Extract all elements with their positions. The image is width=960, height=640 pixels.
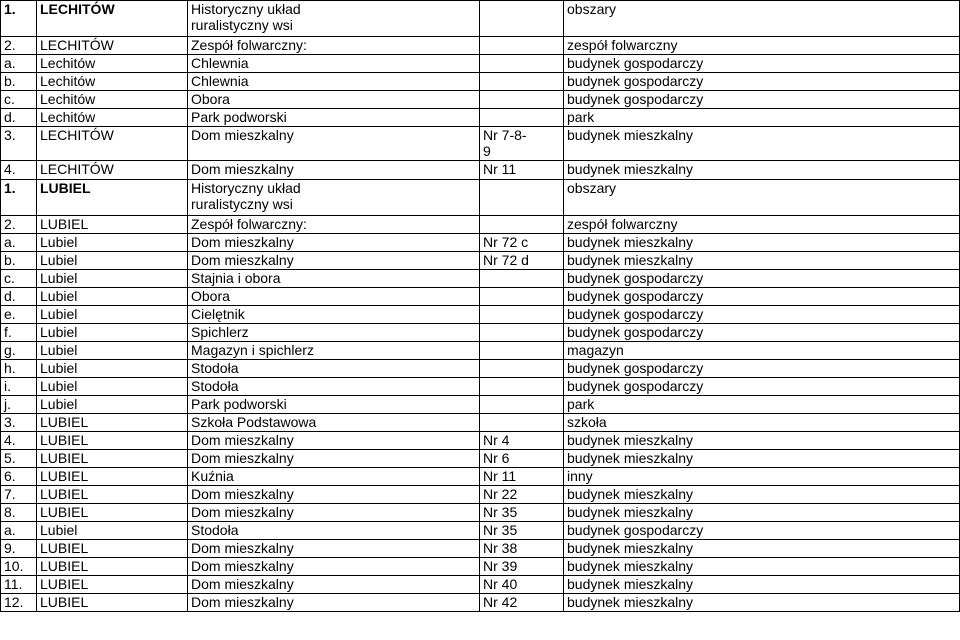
house-number-cell: Nr 39 — [480, 558, 564, 576]
locality-cell: LUBIEL — [37, 414, 188, 432]
object-name-cell: Stodoła — [188, 360, 480, 378]
table-row — [1, 127, 960, 161]
object-name-cell: Dom mieszkalny — [188, 432, 480, 450]
table-row — [1, 270, 960, 288]
row-number-cell: 3. — [1, 127, 37, 161]
house-number-cell — [480, 414, 564, 432]
table-row — [1, 73, 960, 91]
house-number-cell: Nr 11 — [480, 468, 564, 486]
row-number-cell: 8. — [1, 504, 37, 522]
house-number-cell — [480, 270, 564, 288]
house-number-cell — [480, 55, 564, 73]
table-row — [1, 234, 960, 252]
locality-cell: Lubiel — [37, 252, 188, 270]
object-name-cell: Magazyn i spichlerz — [188, 342, 480, 360]
row-number-cell: 5. — [1, 450, 37, 468]
function-cell: budynek gospodarczy — [564, 324, 960, 342]
function-cell: budynek gospodarczy — [564, 360, 960, 378]
object-name-cell: Dom mieszkalny — [188, 486, 480, 504]
house-number-cell: Nr 35 — [480, 504, 564, 522]
house-number-cell — [480, 91, 564, 109]
function-cell: park — [564, 396, 960, 414]
house-number-cell — [480, 180, 564, 216]
locality-cell: LUBIEL — [37, 468, 188, 486]
locality-cell: LUBIEL — [37, 594, 188, 612]
locality-cell: LUBIEL — [37, 558, 188, 576]
object-name-cell: Chlewnia — [188, 73, 480, 91]
function-cell: budynek gospodarczy — [564, 288, 960, 306]
object-name-cell: Chlewnia — [188, 55, 480, 73]
locality-cell: Lubiel — [37, 522, 188, 540]
house-number-cell — [480, 109, 564, 127]
locality-cell: Lubiel — [37, 270, 188, 288]
row-number-cell: a. — [1, 234, 37, 252]
house-number-cell: Nr 6 — [480, 450, 564, 468]
table-row — [1, 414, 960, 432]
locality-cell: Lubiel — [37, 288, 188, 306]
table-row — [1, 378, 960, 396]
object-name-cell: Stodoła — [188, 522, 480, 540]
object-name-cell: Zespół folwarczny: — [188, 216, 480, 234]
house-number-cell — [480, 342, 564, 360]
function-cell: budynek mieszkalny — [564, 450, 960, 468]
object-name-cell: Szkoła Podstawowa — [188, 414, 480, 432]
table-row — [1, 55, 960, 73]
row-number-cell: f. — [1, 324, 37, 342]
object-name-cell: Historyczny układ ruralistyczny wsi — [188, 1, 480, 37]
table-row — [1, 486, 960, 504]
object-name-cell: Dom mieszkalny — [188, 234, 480, 252]
object-name-cell: Dom mieszkalny — [188, 594, 480, 612]
object-name-cell: Park podworski — [188, 396, 480, 414]
row-number-cell: i. — [1, 378, 37, 396]
locality-cell: LECHITÓW — [37, 37, 188, 55]
table-row — [1, 540, 960, 558]
row-number-cell: c. — [1, 270, 37, 288]
function-cell: budynek mieszkalny — [564, 504, 960, 522]
function-cell: budynek mieszkalny — [564, 432, 960, 450]
table-row — [1, 522, 960, 540]
object-name-cell: Park podworski — [188, 109, 480, 127]
row-number-cell: 2. — [1, 216, 37, 234]
function-cell: budynek gospodarczy — [564, 270, 960, 288]
row-number-cell: 1. — [1, 180, 37, 216]
locality-cell: LECHITÓW — [37, 1, 188, 37]
table-row — [1, 504, 960, 522]
table-row — [1, 161, 960, 180]
locality-cell: Lechitów — [37, 91, 188, 109]
locality-cell: LECHITÓW — [37, 161, 188, 180]
function-cell: budynek mieszkalny — [564, 161, 960, 180]
function-cell: budynek mieszkalny — [564, 594, 960, 612]
locality-cell: LUBIEL — [37, 432, 188, 450]
object-name-cell: Cielętnik — [188, 306, 480, 324]
locality-cell: LUBIEL — [37, 504, 188, 522]
registry-table-body — [1, 1, 960, 612]
table-row — [1, 109, 960, 127]
object-name-cell: Dom mieszkalny — [188, 576, 480, 594]
function-cell: budynek gospodarczy — [564, 306, 960, 324]
table-row — [1, 360, 960, 378]
function-cell: budynek mieszkalny — [564, 540, 960, 558]
table-row — [1, 468, 960, 486]
function-cell: budynek mieszkalny — [564, 127, 960, 161]
object-name-cell: Dom mieszkalny — [188, 252, 480, 270]
locality-cell: Lubiel — [37, 360, 188, 378]
row-number-cell: 6. — [1, 468, 37, 486]
house-number-cell: Nr 7-8- 9 — [480, 127, 564, 161]
house-number-cell — [480, 73, 564, 91]
row-number-cell: c. — [1, 91, 37, 109]
table-row — [1, 576, 960, 594]
function-cell: obszary — [564, 1, 960, 37]
house-number-cell — [480, 396, 564, 414]
row-number-cell: 11. — [1, 576, 37, 594]
function-cell: zespół folwarczny — [564, 37, 960, 55]
locality-cell: Lubiel — [37, 378, 188, 396]
object-name-cell: Stajnia i obora — [188, 270, 480, 288]
object-name-cell: Historyczny układ ruralistyczny wsi — [188, 180, 480, 216]
table-row — [1, 558, 960, 576]
locality-cell: Lubiel — [37, 234, 188, 252]
function-cell: budynek gospodarczy — [564, 73, 960, 91]
table-row — [1, 432, 960, 450]
table-row — [1, 594, 960, 612]
house-number-cell — [480, 216, 564, 234]
function-cell: magazyn — [564, 342, 960, 360]
object-name-cell: Obora — [188, 288, 480, 306]
locality-cell: LUBIEL — [37, 216, 188, 234]
locality-cell: Lubiel — [37, 324, 188, 342]
row-number-cell: g. — [1, 342, 37, 360]
function-cell: budynek mieszkalny — [564, 486, 960, 504]
row-number-cell: h. — [1, 360, 37, 378]
house-number-cell: Nr 42 — [480, 594, 564, 612]
house-number-cell — [480, 37, 564, 55]
function-cell: szkoła — [564, 414, 960, 432]
row-number-cell: 7. — [1, 486, 37, 504]
row-number-cell: d. — [1, 109, 37, 127]
table-row — [1, 91, 960, 109]
row-number-cell: 2. — [1, 37, 37, 55]
function-cell: obszary — [564, 180, 960, 216]
locality-cell: LUBIEL — [37, 180, 188, 216]
object-name-cell: Stodoła — [188, 378, 480, 396]
object-name-cell: Dom mieszkalny — [188, 127, 480, 161]
function-cell: inny — [564, 468, 960, 486]
function-cell: park — [564, 109, 960, 127]
object-name-cell: Spichlerz — [188, 324, 480, 342]
table-row — [1, 450, 960, 468]
object-name-cell: Dom mieszkalny — [188, 161, 480, 180]
object-name-cell: Dom mieszkalny — [188, 450, 480, 468]
locality-cell: Lubiel — [37, 342, 188, 360]
house-number-cell — [480, 306, 564, 324]
object-name-cell: Dom mieszkalny — [188, 540, 480, 558]
locality-cell: Lechitów — [37, 109, 188, 127]
object-name-cell: Kuźnia — [188, 468, 480, 486]
house-number-cell: Nr 22 — [480, 486, 564, 504]
locality-cell: Lubiel — [37, 306, 188, 324]
locality-cell: LUBIEL — [37, 486, 188, 504]
house-number-cell — [480, 378, 564, 396]
locality-cell: LECHITÓW — [37, 127, 188, 161]
house-number-cell — [480, 288, 564, 306]
row-number-cell: 9. — [1, 540, 37, 558]
function-cell: budynek gospodarczy — [564, 91, 960, 109]
function-cell: budynek gospodarczy — [564, 55, 960, 73]
function-cell: budynek mieszkalny — [564, 558, 960, 576]
house-number-cell — [480, 1, 564, 37]
house-number-cell: Nr 11 — [480, 161, 564, 180]
house-number-cell: Nr 35 — [480, 522, 564, 540]
table-row — [1, 1, 960, 37]
row-number-cell: 4. — [1, 432, 37, 450]
locality-cell: LUBIEL — [37, 450, 188, 468]
table-row — [1, 216, 960, 234]
house-number-cell: Nr 72 c — [480, 234, 564, 252]
object-name-cell: Obora — [188, 91, 480, 109]
function-cell: budynek gospodarczy — [564, 522, 960, 540]
row-number-cell: 10. — [1, 558, 37, 576]
locality-cell: LUBIEL — [37, 540, 188, 558]
row-number-cell: b. — [1, 73, 37, 91]
row-number-cell: 1. — [1, 1, 37, 37]
locality-cell: LUBIEL — [37, 576, 188, 594]
table-row — [1, 324, 960, 342]
row-number-cell: a. — [1, 55, 37, 73]
function-cell: budynek mieszkalny — [564, 252, 960, 270]
locality-cell: Lechitów — [37, 73, 188, 91]
table-row — [1, 180, 960, 216]
table-row — [1, 342, 960, 360]
table-row — [1, 288, 960, 306]
row-number-cell: e. — [1, 306, 37, 324]
row-number-cell: 12. — [1, 594, 37, 612]
table-row — [1, 306, 960, 324]
row-number-cell: j. — [1, 396, 37, 414]
object-name-cell: Zespół folwarczny: — [188, 37, 480, 55]
locality-cell: Lubiel — [37, 396, 188, 414]
house-number-cell: Nr 40 — [480, 576, 564, 594]
object-name-cell: Dom mieszkalny — [188, 504, 480, 522]
table-row — [1, 252, 960, 270]
function-cell: zespół folwarczny — [564, 216, 960, 234]
function-cell: budynek gospodarczy — [564, 378, 960, 396]
house-number-cell: Nr 4 — [480, 432, 564, 450]
house-number-cell — [480, 360, 564, 378]
row-number-cell: d. — [1, 288, 37, 306]
row-number-cell: 3. — [1, 414, 37, 432]
house-number-cell — [480, 324, 564, 342]
row-number-cell: 4. — [1, 161, 37, 180]
row-number-cell: a. — [1, 522, 37, 540]
house-number-cell: Nr 72 d — [480, 252, 564, 270]
object-name-cell: Dom mieszkalny — [188, 558, 480, 576]
locality-cell: Lechitów — [37, 55, 188, 73]
function-cell: budynek mieszkalny — [564, 234, 960, 252]
house-number-cell: Nr 38 — [480, 540, 564, 558]
row-number-cell: b. — [1, 252, 37, 270]
table-row — [1, 37, 960, 55]
function-cell: budynek mieszkalny — [564, 576, 960, 594]
table-row — [1, 396, 960, 414]
